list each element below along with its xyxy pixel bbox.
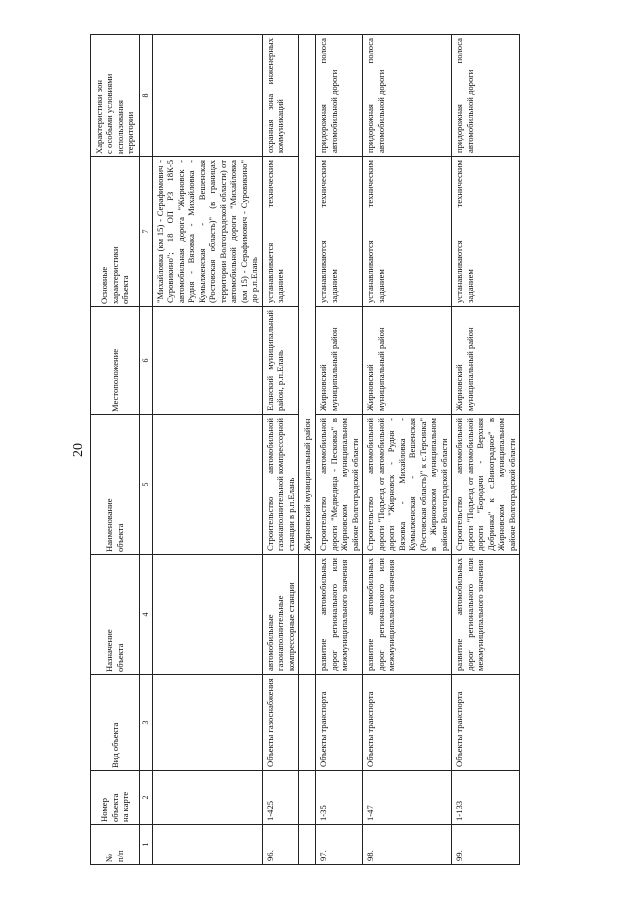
header-name: Наименование объекта — [91, 415, 140, 555]
header-object-type: Вид объекта — [91, 675, 140, 771]
cell-object-type: Объекты транспорта — [316, 675, 363, 771]
page-number: 20 — [71, 443, 86, 457]
cell-characteristics: устанавливается техническим заданием — [262, 157, 298, 307]
header-purpose: Назначение объекта — [91, 555, 140, 675]
cell-location: Еланский муниципальный район, р.п.Елань — [262, 307, 298, 415]
table-header-row — [91, 35, 140, 865]
table-row — [452, 35, 520, 865]
cell-purpose: автомобильные газонаполнительные компрессорные станции — [262, 555, 298, 675]
cell-object-type: Объекты транспорта — [452, 675, 520, 771]
cell-characteristics: устанавливаются техническим заданием — [316, 157, 363, 307]
cell-zone: придорожная полоса автомобильной дороги — [363, 35, 452, 157]
cell-object-type: Объекты газоснабжения — [262, 675, 298, 771]
cell-name: Строительство автомобильной газонаполнительной компрессорной станции в р.п.Елань — [262, 415, 298, 555]
column-number: 5 — [139, 415, 152, 555]
cell-no: 96. — [262, 825, 298, 865]
cell-location: Жирновский муниципальный район — [452, 307, 520, 415]
table-row — [316, 35, 363, 865]
cell-name: Строительство автомобильной дороги "Медведица - Песковка" в Жирновском муниципальном районе Волгоградской области — [316, 415, 363, 555]
cell-map-number: 1-47 — [363, 771, 452, 825]
cell-characteristics: устанавливаются техническим заданием — [452, 157, 520, 307]
column-number: 1 — [139, 825, 152, 865]
objects-table — [90, 34, 520, 865]
cell-no: 99. — [452, 825, 520, 865]
header-no: № п/п — [91, 825, 140, 865]
cell-no: 97. — [316, 825, 363, 865]
column-number: 4 — [139, 555, 152, 675]
table-row — [363, 35, 452, 865]
rotated-table-wrapper — [90, 35, 630, 865]
cell-characteristics: "Михайловка (км 15) - Серафимович - Суровикино"; 18 ОП РЗ 18К-5 автомобильная дорога "Жирновск - Рудня - Вязовка - Михайловка - Кумылженская - Вешенская (Ростовская область)" (в границах территории Волгоградской области) от автомобильной дороги "Михайловка (км 15) - Серафимович - Суровикино" до р.п.Елань — [152, 157, 262, 307]
column-number-row — [139, 35, 152, 865]
section-title: Жирновский муниципальный район — [298, 35, 315, 555]
column-number: 6 — [139, 307, 152, 415]
cell-map-number: 1-35 — [316, 771, 363, 825]
cell-purpose: развитие автомобильных дорог регионального или межмуниципального значения — [363, 555, 452, 675]
section-row — [298, 35, 315, 865]
cell-map-number: 1-133 — [452, 771, 520, 825]
column-number: 8 — [139, 35, 152, 157]
column-number: 2 — [139, 771, 152, 825]
column-number: 3 — [139, 675, 152, 771]
header-map-number: Номер объекта на карте — [91, 771, 140, 825]
cell-purpose: развитие автомобильных дорог регионального или межмуниципального значения — [452, 555, 520, 675]
cell-zone: охранная зона инженерных коммуникаций — [262, 35, 298, 157]
cell-object-type: Объекты транспорта — [363, 675, 452, 771]
cell-purpose: развитие автомобильных дорог регионального или межмуниципального значения — [316, 555, 363, 675]
table-row-continuation — [152, 35, 262, 865]
cell-location: Жирновский муниципальный район — [316, 307, 363, 415]
header-zone: Характеристики зон с особыми условиями использования территории — [91, 35, 140, 157]
cell-name: Строительство автомобильной дороги "Подъезд от автомобильной дороги "Бородачи - Верхняя Добринка" к с.Виноградное" в Жирновском муниципальном районе Волгоградской области — [452, 415, 520, 555]
column-number: 7 — [139, 157, 152, 307]
cell-location: Жирновский муниципальный район — [363, 307, 452, 415]
header-location: Местоположение — [91, 307, 140, 415]
cell-name: Строительство автомобильной дороги "Подъезд от автомобильной дороги "Жирновск - Рудня - Вязовка - Михайловка - Кумылженская - Вешенская (Ростовская область)" к с.Терсинка" в Жирновском муниципальном районе Волгоградской области — [363, 415, 452, 555]
cell-zone: придорожная полоса автомобильной дороги — [452, 35, 520, 157]
cell-map-number: 1-425 — [262, 771, 298, 825]
cell-characteristics: устанавливаются техническим заданием — [363, 157, 452, 307]
cell-zone: придорожная полоса автомобильной дороги — [316, 35, 363, 157]
header-characteristics: Основные характеристики объекта — [91, 157, 140, 307]
cell-no: 98. — [363, 825, 452, 865]
table-row — [262, 35, 298, 865]
